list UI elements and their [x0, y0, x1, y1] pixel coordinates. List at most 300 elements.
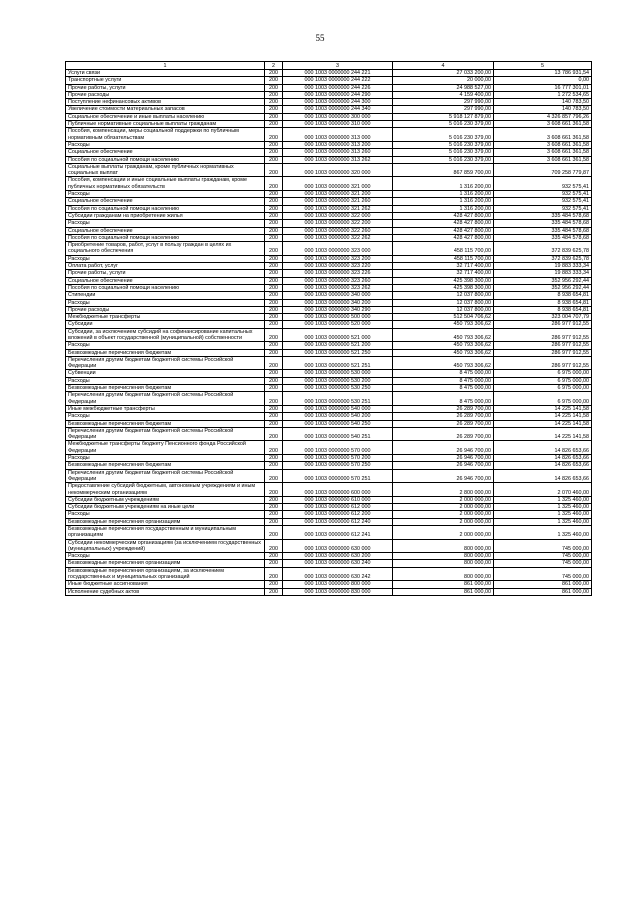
table-row [66, 356, 592, 370]
row-line-code-cell: 200 [265, 205, 283, 212]
row-name-cell: Прочие работы, услуги [66, 270, 265, 277]
table-row [66, 526, 592, 540]
row-planned-amount-cell: 26 946 700,00 [393, 469, 494, 483]
row-name-cell: Субсидии бюджетным учреждениям [66, 496, 265, 503]
row-executed-amount-cell: 8 938 654,81 [494, 292, 592, 299]
row-executed-amount-cell: 745 000,00 [494, 560, 592, 567]
row-budget-code-cell: 000 1003 0000000 530 200 [283, 377, 393, 384]
row-executed-amount-cell: 335 484 578,68 [494, 212, 592, 219]
row-line-code-cell: 200 [265, 469, 283, 483]
row-line-code-cell: 200 [265, 567, 283, 581]
row-planned-amount-cell: 2 000 000,00 [393, 518, 494, 525]
table-row [66, 77, 592, 84]
row-executed-amount-cell: 932 575,41 [494, 205, 592, 212]
row-budget-code-cell: 000 1003 0000000 521 251 [283, 356, 393, 370]
row-line-code-cell: 200 [265, 413, 283, 420]
row-name-cell: Стипендии [66, 292, 265, 299]
table-row [66, 284, 592, 291]
table-row [66, 496, 592, 503]
row-executed-amount-cell: 140 783,50 [494, 99, 592, 106]
row-line-code-cell: 200 [265, 292, 283, 299]
row-executed-amount-cell: 745 000,00 [494, 539, 592, 553]
row-name-cell: Субсидии некоммерческим организациям (за исключением государственных (муниципальных) учреждений) [66, 539, 265, 553]
row-executed-amount-cell: 8 938 654,81 [494, 306, 592, 313]
row-line-code-cell: 200 [265, 356, 283, 370]
row-line-code-cell: 200 [265, 553, 283, 560]
page-number: 55 [315, 33, 325, 43]
row-name-cell: Увеличение стоимости материальных запасов [66, 106, 265, 113]
row-planned-amount-cell: 2 000 000,00 [393, 511, 494, 518]
row-planned-amount-cell: 5 918 127 879,00 [393, 113, 494, 120]
row-name-cell: Исполнение судебных актов [66, 588, 265, 595]
table-row [66, 511, 592, 518]
row-budget-code-cell: 000 1003 0000000 244 222 [283, 77, 393, 84]
row-name-cell: Безвозмездные перечисления бюджетам [66, 420, 265, 427]
row-planned-amount-cell: 450 793 306,62 [393, 342, 494, 349]
table-row [66, 70, 592, 77]
row-executed-amount-cell: 6 975 000,00 [494, 377, 592, 384]
row-name-cell: Безвозмездные перечисления бюджетам [66, 349, 265, 356]
row-budget-code-cell: 000 1003 0000000 323 226 [283, 270, 393, 277]
row-executed-amount-cell: 372 839 625,78 [494, 255, 592, 262]
table-row [66, 314, 592, 321]
table-row [66, 255, 592, 262]
table-row [66, 504, 592, 511]
table-row [66, 212, 592, 219]
row-line-code-cell: 200 [265, 263, 283, 270]
row-name-cell: Расходы [66, 553, 265, 560]
row-budget-code-cell: 000 1003 0000000 630 240 [283, 560, 393, 567]
row-planned-amount-cell: 12 037 800,00 [393, 306, 494, 313]
row-line-code-cell: 200 [265, 299, 283, 306]
column-header: 2 [265, 62, 283, 70]
table-row [66, 413, 592, 420]
row-planned-amount-cell: 27 033 200,00 [393, 70, 494, 77]
row-line-code-cell: 200 [265, 141, 283, 148]
row-budget-code-cell: 000 1003 0000000 340 000 [283, 292, 393, 299]
row-executed-amount-cell: 932 575,41 [494, 191, 592, 198]
row-executed-amount-cell: 1 272 534,65 [494, 91, 592, 98]
table-row [66, 299, 592, 306]
row-line-code-cell: 200 [265, 277, 283, 284]
row-budget-code-cell: 000 1003 0000000 520 000 [283, 321, 393, 328]
row-line-code-cell: 200 [265, 163, 283, 177]
row-line-code-cell: 200 [265, 496, 283, 503]
table-row [66, 84, 592, 91]
row-name-cell: Прочие расходы [66, 91, 265, 98]
row-planned-amount-cell: 450 793 306,62 [393, 321, 494, 328]
row-planned-amount-cell: 512 504 706,62 [393, 314, 494, 321]
row-planned-amount-cell: 8 475 000,00 [393, 377, 494, 384]
table-row [66, 377, 592, 384]
row-name-cell: Пособия по социальной помощи населению [66, 234, 265, 241]
table-row [66, 121, 592, 128]
row-planned-amount-cell: 450 793 306,62 [393, 328, 494, 342]
row-executed-amount-cell: 13 786 931,54 [494, 70, 592, 77]
row-budget-code-cell: 000 1003 0000000 321 260 [283, 198, 393, 205]
row-executed-amount-cell: 335 484 578,68 [494, 227, 592, 234]
row-planned-amount-cell: 1 316 200,00 [393, 177, 494, 191]
row-executed-amount-cell: 745 000,00 [494, 567, 592, 581]
row-name-cell: Безвозмездные перечисления организациям [66, 560, 265, 567]
row-budget-code-cell: 000 1003 0000000 320 000 [283, 163, 393, 177]
table-row [66, 113, 592, 120]
row-budget-code-cell: 000 1003 0000000 322 262 [283, 234, 393, 241]
row-planned-amount-cell: 8 475 000,00 [393, 385, 494, 392]
row-budget-code-cell: 000 1003 0000000 323 262 [283, 284, 393, 291]
row-budget-code-cell: 000 1003 0000000 800 000 [283, 581, 393, 588]
table-row [66, 234, 592, 241]
row-planned-amount-cell: 428 427 800,00 [393, 234, 494, 241]
row-line-code-cell: 200 [265, 539, 283, 553]
row-line-code-cell: 200 [265, 198, 283, 205]
row-executed-amount-cell: 932 575,41 [494, 198, 592, 205]
row-executed-amount-cell: 8 938 654,81 [494, 299, 592, 306]
row-planned-amount-cell: 2 800 000,00 [393, 483, 494, 497]
row-budget-code-cell: 000 1003 0000000 830 000 [283, 588, 393, 595]
row-name-cell: Социальное обеспечение [66, 198, 265, 205]
table-row [66, 469, 592, 483]
row-executed-amount-cell: 286 977 912,55 [494, 328, 592, 342]
row-line-code-cell: 200 [265, 227, 283, 234]
row-executed-amount-cell: 323 004 707,79 [494, 314, 592, 321]
row-name-cell: Приобретение товаров, работ, услуг в пользу граждан в целях их социального обеспечения [66, 242, 265, 256]
row-line-code-cell: 200 [265, 121, 283, 128]
row-planned-amount-cell: 297 990,00 [393, 106, 494, 113]
row-name-cell: Социальное обеспечение [66, 277, 265, 284]
row-planned-amount-cell: 5 016 230 379,00 [393, 149, 494, 156]
row-budget-code-cell: 000 1003 0000000 521 250 [283, 349, 393, 356]
table-row [66, 91, 592, 98]
row-name-cell: Прочие расходы [66, 306, 265, 313]
row-name-cell: Услуги связи [66, 70, 265, 77]
row-budget-code-cell: 000 1003 0000000 313 262 [283, 156, 393, 163]
row-planned-amount-cell: 26 289 700,00 [393, 427, 494, 441]
table-row [66, 553, 592, 560]
table-row [66, 106, 592, 113]
row-executed-amount-cell: 1 325 460,00 [494, 526, 592, 540]
row-budget-code-cell: 000 1003 0000000 321 262 [283, 205, 393, 212]
table-row [66, 441, 592, 455]
table-row [66, 99, 592, 106]
table-row [66, 141, 592, 148]
row-budget-code-cell: 000 1003 0000000 322 200 [283, 220, 393, 227]
row-line-code-cell: 200 [265, 99, 283, 106]
row-line-code-cell: 200 [265, 504, 283, 511]
row-budget-code-cell: 000 1003 0000000 244 340 [283, 106, 393, 113]
row-planned-amount-cell: 26 946 700,00 [393, 462, 494, 469]
row-line-code-cell: 200 [265, 427, 283, 441]
row-line-code-cell: 200 [265, 328, 283, 342]
row-budget-code-cell: 000 1003 0000000 321 000 [283, 177, 393, 191]
table-row [66, 462, 592, 469]
row-executed-amount-cell: 14 225 141,58 [494, 413, 592, 420]
row-planned-amount-cell: 800 000,00 [393, 539, 494, 553]
row-name-cell: Расходы [66, 191, 265, 198]
row-name-cell: Перечисления другим бюджетам бюджетной системы Российской Федерации [66, 356, 265, 370]
row-name-cell: Социальные выплаты гражданам, кроме публичных нормативных социальных выплат [66, 163, 265, 177]
row-name-cell: Транспортные услуги [66, 77, 265, 84]
row-line-code-cell: 200 [265, 306, 283, 313]
row-planned-amount-cell: 800 000,00 [393, 560, 494, 567]
row-line-code-cell: 200 [265, 270, 283, 277]
row-executed-amount-cell: 6 975 000,00 [494, 385, 592, 392]
row-line-code-cell: 200 [265, 420, 283, 427]
row-budget-code-cell: 000 1003 0000000 340 290 [283, 306, 393, 313]
row-budget-code-cell: 000 1003 0000000 323 000 [283, 242, 393, 256]
row-planned-amount-cell: 861 000,00 [393, 581, 494, 588]
row-line-code-cell: 200 [265, 70, 283, 77]
row-executed-amount-cell: 3 608 661 361,58 [494, 149, 592, 156]
row-planned-amount-cell: 26 289 700,00 [393, 413, 494, 420]
table-row [66, 263, 592, 270]
table-row [66, 270, 592, 277]
row-planned-amount-cell: 1 316 200,00 [393, 191, 494, 198]
table-row [66, 385, 592, 392]
row-budget-code-cell: 000 1003 0000000 630 000 [283, 539, 393, 553]
table-row [66, 306, 592, 313]
row-budget-code-cell: 000 1003 0000000 570 251 [283, 469, 393, 483]
row-line-code-cell: 200 [265, 377, 283, 384]
column-header: 1 [66, 62, 265, 70]
row-budget-code-cell: 000 1003 0000000 244 290 [283, 91, 393, 98]
row-executed-amount-cell: 16 777 301,01 [494, 84, 592, 91]
row-line-code-cell: 200 [265, 462, 283, 469]
table-row [66, 342, 592, 349]
row-executed-amount-cell: 14 826 653,66 [494, 441, 592, 455]
row-name-cell: Безвозмездные перечисления государственным и муниципальным организациям [66, 526, 265, 540]
row-budget-code-cell: 000 1003 0000000 530 250 [283, 385, 393, 392]
table-body [66, 70, 592, 596]
table-row [66, 392, 592, 406]
row-line-code-cell: 200 [265, 321, 283, 328]
row-name-cell: Межбюджетные трансферты бюджету Пенсионного фонда Российской Федерации [66, 441, 265, 455]
column-header: 5 [494, 62, 592, 70]
row-line-code-cell: 200 [265, 255, 283, 262]
row-budget-code-cell: 000 1003 0000000 540 251 [283, 427, 393, 441]
table-row [66, 518, 592, 525]
row-budget-code-cell: 000 1003 0000000 570 200 [283, 455, 393, 462]
row-name-cell: Безвозмездные перечисления бюджетам [66, 462, 265, 469]
row-executed-amount-cell: 3 608 661 361,58 [494, 156, 592, 163]
row-planned-amount-cell: 428 427 800,00 [393, 220, 494, 227]
row-name-cell: Пособия по социальной помощи населению [66, 284, 265, 291]
row-planned-amount-cell: 26 946 700,00 [393, 441, 494, 455]
row-executed-amount-cell: 14 225 141,58 [494, 405, 592, 412]
row-name-cell: Пособия, компенсации, меры социальной поддержки по публичным нормативным обязательствам [66, 128, 265, 142]
row-name-cell: Иные бюджетные ассигнования [66, 581, 265, 588]
table-row [66, 560, 592, 567]
row-planned-amount-cell: 1 316 200,00 [393, 198, 494, 205]
row-planned-amount-cell: 5 016 230 379,00 [393, 121, 494, 128]
row-line-code-cell: 200 [265, 113, 283, 120]
row-name-cell: Расходы [66, 220, 265, 227]
row-name-cell: Пособия по социальной помощи населению [66, 156, 265, 163]
column-header: 4 [393, 62, 494, 70]
row-budget-code-cell: 000 1003 0000000 612 000 [283, 504, 393, 511]
row-name-cell: Социальное обеспечение [66, 227, 265, 234]
row-line-code-cell: 200 [265, 128, 283, 142]
row-executed-amount-cell: 19 883 333,34 [494, 263, 592, 270]
row-budget-code-cell: 000 1003 0000000 540 200 [283, 413, 393, 420]
budget-table [65, 61, 592, 596]
row-planned-amount-cell: 2 000 000,00 [393, 504, 494, 511]
row-executed-amount-cell: 1 325 460,00 [494, 496, 592, 503]
row-line-code-cell: 200 [265, 149, 283, 156]
row-line-code-cell: 200 [265, 518, 283, 525]
row-line-code-cell: 200 [265, 483, 283, 497]
row-line-code-cell: 200 [265, 511, 283, 518]
row-budget-code-cell: 000 1003 0000000 612 200 [283, 511, 393, 518]
table-row [66, 242, 592, 256]
row-budget-code-cell: 000 1003 0000000 530 251 [283, 392, 393, 406]
row-budget-code-cell: 000 1003 0000000 630 242 [283, 567, 393, 581]
row-executed-amount-cell: 745 000,00 [494, 553, 592, 560]
row-name-cell: Субсидии гражданам на приобретение жилья [66, 212, 265, 219]
row-planned-amount-cell: 428 427 800,00 [393, 227, 494, 234]
table-row [66, 205, 592, 212]
row-budget-code-cell: 000 1003 0000000 630 200 [283, 553, 393, 560]
row-name-cell: Расходы [66, 377, 265, 384]
row-name-cell: Расходы [66, 413, 265, 420]
row-executed-amount-cell: 709 258 779,87 [494, 163, 592, 177]
row-planned-amount-cell: 297 990,00 [393, 99, 494, 106]
row-executed-amount-cell: 335 484 578,68 [494, 220, 592, 227]
row-name-cell: Межбюджетные трансферты [66, 314, 265, 321]
row-executed-amount-cell: 1 325 460,00 [494, 518, 592, 525]
row-executed-amount-cell: 6 975 000,00 [494, 370, 592, 377]
row-planned-amount-cell: 867 859 700,00 [393, 163, 494, 177]
row-line-code-cell: 200 [265, 242, 283, 256]
row-line-code-cell: 200 [265, 212, 283, 219]
row-line-code-cell: 200 [265, 392, 283, 406]
row-planned-amount-cell: 24 988 527,00 [393, 84, 494, 91]
row-executed-amount-cell: 14 826 653,66 [494, 462, 592, 469]
table-header-row [66, 62, 592, 70]
row-budget-code-cell: 000 1003 0000000 600 000 [283, 483, 393, 497]
row-planned-amount-cell: 8 475 000,00 [393, 370, 494, 377]
row-executed-amount-cell: 335 484 578,68 [494, 234, 592, 241]
table-row [66, 483, 592, 497]
table-row [66, 539, 592, 553]
row-executed-amount-cell: 861 000,00 [494, 588, 592, 595]
row-line-code-cell: 200 [265, 455, 283, 462]
table-row [66, 220, 592, 227]
row-executed-amount-cell: 2 070 460,00 [494, 483, 592, 497]
table-row [66, 370, 592, 377]
row-line-code-cell: 200 [265, 314, 283, 321]
row-planned-amount-cell: 12 037 800,00 [393, 299, 494, 306]
row-executed-amount-cell: 352 956 292,44 [494, 284, 592, 291]
row-budget-code-cell: 000 1003 0000000 322 260 [283, 227, 393, 234]
row-executed-amount-cell: 14 826 653,66 [494, 469, 592, 483]
row-executed-amount-cell: 286 977 912,55 [494, 356, 592, 370]
row-line-code-cell: 200 [265, 560, 283, 567]
row-executed-amount-cell: 14 225 141,58 [494, 427, 592, 441]
row-budget-code-cell: 000 1003 0000000 300 000 [283, 113, 393, 120]
row-name-cell: Расходы [66, 255, 265, 262]
row-budget-code-cell: 000 1003 0000000 313 260 [283, 149, 393, 156]
row-name-cell: Субсидии, за исключением субсидий на софинансирование капитальных вложений в объект государственной (муниципальной) собственности [66, 328, 265, 342]
row-name-cell: Социальное обеспечение [66, 149, 265, 156]
row-executed-amount-cell: 140 783,50 [494, 106, 592, 113]
row-executed-amount-cell: 1 325 460,00 [494, 504, 592, 511]
row-budget-code-cell: 000 1003 0000000 612 240 [283, 518, 393, 525]
row-name-cell: Расходы [66, 141, 265, 148]
row-planned-amount-cell: 26 289 700,00 [393, 405, 494, 412]
row-executed-amount-cell: 3 608 661 361,58 [494, 141, 592, 148]
row-budget-code-cell: 000 1003 0000000 500 000 [283, 314, 393, 321]
row-planned-amount-cell: 450 793 306,62 [393, 356, 494, 370]
row-line-code-cell: 200 [265, 220, 283, 227]
row-line-code-cell: 200 [265, 342, 283, 349]
row-executed-amount-cell: 3 608 661 361,58 [494, 128, 592, 142]
row-budget-code-cell: 000 1003 0000000 313 200 [283, 141, 393, 148]
row-name-cell: Безвозмездные перечисления организациям, за исключением государственных и муниципальных организаций [66, 567, 265, 581]
table-row [66, 163, 592, 177]
row-budget-code-cell: 000 1003 0000000 244 221 [283, 70, 393, 77]
row-planned-amount-cell: 32 717 400,00 [393, 263, 494, 270]
row-planned-amount-cell: 2 000 000,00 [393, 496, 494, 503]
row-planned-amount-cell: 4 159 400,00 [393, 91, 494, 98]
row-executed-amount-cell: 286 977 912,55 [494, 321, 592, 328]
row-executed-amount-cell: 1 325 460,00 [494, 511, 592, 518]
row-planned-amount-cell: 20 000,00 [393, 77, 494, 84]
row-executed-amount-cell: 286 977 912,55 [494, 349, 592, 356]
row-planned-amount-cell: 800 000,00 [393, 567, 494, 581]
row-budget-code-cell: 000 1003 0000000 521 200 [283, 342, 393, 349]
row-line-code-cell: 200 [265, 156, 283, 163]
row-budget-code-cell: 000 1003 0000000 612 241 [283, 526, 393, 540]
row-name-cell: Пособия, компенсации и иные социальные выплаты гражданам, кроме публичных нормативных обязательств [66, 177, 265, 191]
table-row [66, 328, 592, 342]
row-planned-amount-cell: 458 115 700,00 [393, 242, 494, 256]
row-line-code-cell: 200 [265, 385, 283, 392]
row-line-code-cell: 200 [265, 284, 283, 291]
row-name-cell: Безвозмездные перечисления бюджетам [66, 385, 265, 392]
row-line-code-cell: 200 [265, 526, 283, 540]
row-budget-code-cell: 000 1003 0000000 244 300 [283, 99, 393, 106]
row-budget-code-cell: 000 1003 0000000 313 000 [283, 128, 393, 142]
row-name-cell: Субвенции [66, 370, 265, 377]
row-budget-code-cell: 000 1003 0000000 323 220 [283, 263, 393, 270]
row-budget-code-cell: 000 1003 0000000 570 000 [283, 441, 393, 455]
row-name-cell: Пособия по социальной помощи населению [66, 205, 265, 212]
table-row [66, 198, 592, 205]
row-budget-code-cell: 000 1003 0000000 340 200 [283, 299, 393, 306]
row-budget-code-cell: 000 1003 0000000 310 000 [283, 121, 393, 128]
row-budget-code-cell: 000 1003 0000000 610 000 [283, 496, 393, 503]
row-planned-amount-cell: 800 000,00 [393, 553, 494, 560]
row-executed-amount-cell: 3 608 661 361,58 [494, 121, 592, 128]
table-row [66, 156, 592, 163]
table-row [66, 567, 592, 581]
table-row [66, 349, 592, 356]
row-name-cell: Перечисления другим бюджетам бюджетной системы Российской Федерации [66, 427, 265, 441]
row-budget-code-cell: 000 1003 0000000 244 226 [283, 84, 393, 91]
row-budget-code-cell: 000 1003 0000000 540 250 [283, 420, 393, 427]
row-name-cell: Публичные нормативные социальные выплаты гражданам [66, 121, 265, 128]
row-executed-amount-cell: 352 956 292,44 [494, 277, 592, 284]
row-line-code-cell: 200 [265, 581, 283, 588]
row-line-code-cell: 200 [265, 405, 283, 412]
row-name-cell: Расходы [66, 511, 265, 518]
row-planned-amount-cell: 5 016 230 379,00 [393, 156, 494, 163]
row-name-cell: Социальное обеспечение и иные выплаты населению [66, 113, 265, 120]
table-row [66, 277, 592, 284]
row-planned-amount-cell: 26 946 700,00 [393, 455, 494, 462]
column-header: 3 [283, 62, 393, 70]
